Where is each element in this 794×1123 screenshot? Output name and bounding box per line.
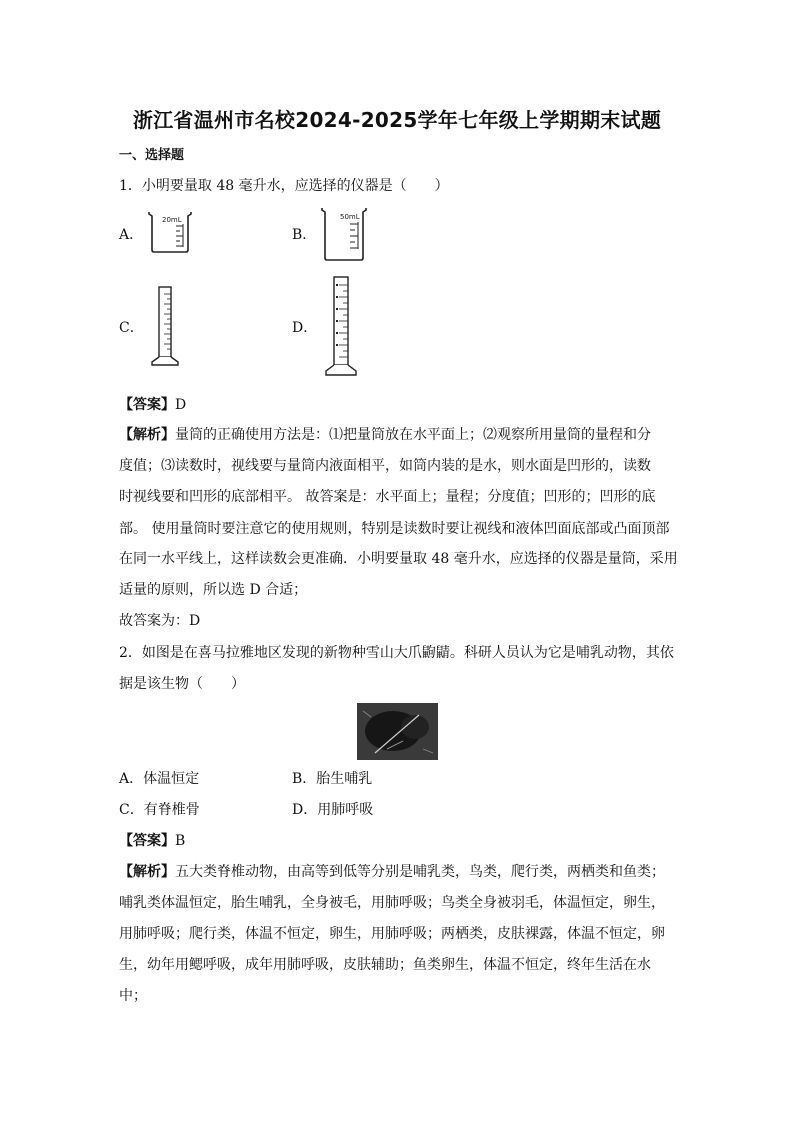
q1-analysis-line-2: 度值；⑶读数时，视线要与量筒内液面相平，如筒内装的是水，则水面是凹形的，读数 xyxy=(119,458,651,474)
beaker-50ml-image xyxy=(320,206,368,262)
q2-analysis-line-2: 哺乳类体温恒定，胎生哺乳，全身被毛，用肺呼吸；鸟类全身被羽毛，体温恒定，卵生， xyxy=(119,895,665,911)
section-heading: 一、选择题 xyxy=(119,148,185,163)
answer-tag: 【答案】 xyxy=(119,833,175,849)
q2-stem-line-2: 据是该生物（ ） xyxy=(119,676,245,692)
q2-analysis-line-5: 中； xyxy=(119,988,147,1004)
answer-value: D xyxy=(175,397,187,413)
page-title: 浙江省温州市名校2024-2025学年七年级上学期期末试题 xyxy=(132,108,662,132)
shrew-photo xyxy=(357,703,438,760)
q2-option-b: B．胎生哺乳 xyxy=(292,771,373,787)
q2-answer xyxy=(119,832,185,850)
analysis-text: 量筒的正确使用方法是：⑴把量筒放在水平面上；⑵观察所用量筒的量程和分 xyxy=(175,427,651,443)
graduated-cylinder-small-image xyxy=(150,286,180,366)
analysis-tag: 【解析】 xyxy=(119,864,175,880)
q1-analysis-line-1 xyxy=(119,426,651,444)
q1-option-b-label: B． xyxy=(292,227,317,243)
q2-option-c: C．有脊椎骨 xyxy=(119,802,200,818)
q1-analysis-line-3: 时视线要和凹形的底部相平。 故答案是：水平面上；量程；分度值；凹形的；凹形的底 xyxy=(119,489,656,505)
q1-option-a-label: A． xyxy=(119,227,144,243)
q1-analysis-line-4: 部。 使用量筒时要注意它的使用规则，特别是读数时要让视线和液体凹面底部或凸面顶部 xyxy=(119,521,670,537)
q2-analysis-line-4: 生，幼年用鳃呼吸，成年用肺呼吸，皮肤辅助；鱼类卵生，体温不恒定，终年生活在水 xyxy=(119,957,651,973)
answer-value: B xyxy=(175,833,186,849)
beaker-20ml-image xyxy=(146,210,194,254)
q2-option-a: A．体温恒定 xyxy=(119,771,200,787)
q1-option-d-label: D． xyxy=(292,320,318,336)
answer-tag: 【答案】 xyxy=(119,397,175,413)
graduated-cylinder-large-image xyxy=(322,275,360,379)
q2-stem-line-1: 2．如图是在喜马拉雅地区发现的新物种雪山大爪鼩鼱。科研人员认为它是哺乳动物，其依 xyxy=(119,645,674,661)
q1-conclusion: 故答案为：D xyxy=(119,613,201,629)
q1-analysis-line-6: 适量的原则，所以选 D 合适； xyxy=(119,582,308,598)
q2-analysis-line-3: 用肺呼吸；爬行类，体温不恒定，卵生，用肺呼吸；两栖类，皮肤裸露，体温不恒定，卵 xyxy=(119,926,665,942)
analysis-tag: 【解析】 xyxy=(119,427,175,443)
q2-option-d: D．用肺呼吸 xyxy=(292,802,374,818)
q1-stem: 1．小明要量取 48 毫升水，应选择的仪器是（ ） xyxy=(119,178,449,194)
beaker-a-label: 20mL xyxy=(162,216,182,224)
q1-option-c-label: C． xyxy=(119,320,144,336)
analysis-text: 五大类脊椎动物，由高等到低等分别是哺乳类，鸟类，爬行类，两栖类和鱼类； xyxy=(175,864,665,880)
beaker-b-label: 50mL xyxy=(340,213,360,221)
q1-answer xyxy=(119,396,186,414)
q1-analysis-line-5: 在同一水平线上，这样读数会更准确．小明要量取 48 毫升水，应选择的仪器是量筒，采用 xyxy=(119,551,678,567)
q2-analysis-line-1 xyxy=(119,863,665,881)
